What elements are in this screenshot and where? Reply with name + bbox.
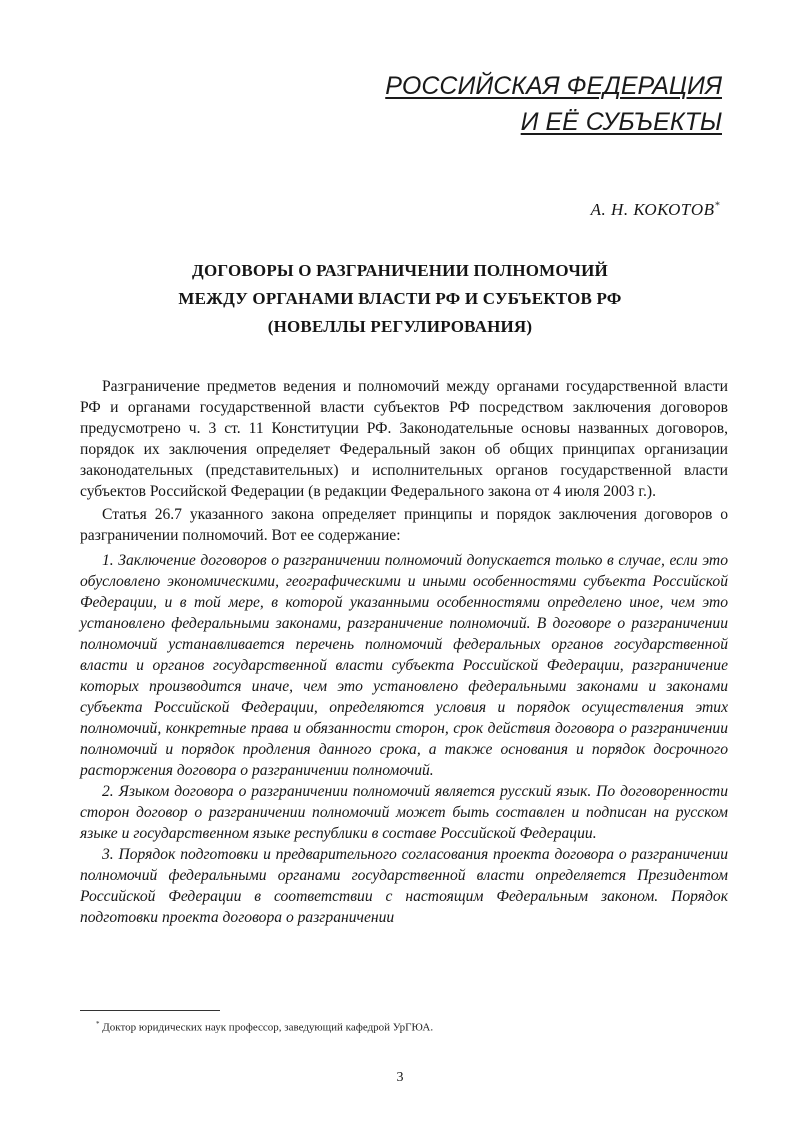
author-name-text: А. Н. КОКОТОВ bbox=[590, 200, 715, 219]
article-body bbox=[80, 376, 728, 928]
section-heading-line-1: РОССИЙСКАЯ ФЕДЕРАЦИЯ bbox=[385, 72, 722, 100]
author-name bbox=[591, 200, 720, 220]
footnote-divider bbox=[80, 1010, 220, 1011]
quote-item-2: 2. Языком договора о разграничении полномочий является русский язык. По договоренности сторон договор о разграничении полномочий может быть составлен и подписан на русском языке и государственном языке республики в составе Российской Федерации. bbox=[80, 783, 728, 842]
quote-item-1: 1. Заключение договоров о разграничении полномочий допускается только в случае, если это обусловлено экономическими, географическими и иными особенностями субъекта Российской Федерации, и в той мере, в которой указанными особенностями определено иное, чем это установлено федеральными законами, разграничение полномочий. В договоре о разграничении полномочий устанавливается перечень полномочий федеральных органов государственной власти и органов государственной власти субъекта Российской Федерации, разграничение которых производится иначе, чем это установлено федеральными законами и законами субъекта Российской Федерации, определяются условия и порядок осуществления этих полномочий, конкретные права и обязанности сторон, срок действия договора о разграничении полномочий и порядок продления данного срока, а также основания и порядок досрочного расторжения договора о разграничении полномочий. bbox=[80, 552, 728, 779]
article-title-line-2: МЕЖДУ ОРГАНАМИ ВЛАСТИ РФ И СУБЪЕКТОВ РФ bbox=[178, 289, 622, 308]
page-number: 3 bbox=[396, 1070, 404, 1085]
quote-item-3: 3. Порядок подготовки и предварительного согласования проекта договора о разграничении полномочий федеральными органами государственной власти определяется Президентом Российской Федерации в соответствии с настоящим Федеральным законом. Порядок подготовки проекта договора о разграничении bbox=[80, 846, 728, 926]
section-heading bbox=[385, 68, 722, 140]
paragraph-intro: Разграничение предметов ведения и полномочий между органами государственной власти РФ и органами государственной власти субъектов РФ посредством заключения договоров предусмотрено ч. 3 ст. 11 Конституции РФ. Законодательные основы названных договоров, порядок их заключения определяет Федеральный закон об общих принципах организации законодательных (представительных) и исполнительных органов государственной власти субъектов Российской Федерации (в редакции Федерального закона от 4 июля 2003 г.). bbox=[80, 378, 728, 500]
paragraph-lead: Статья 26.7 указанного закона определяет принципы и порядок заключения договоров о разграничении полномочий. Вот ее содержание: bbox=[80, 506, 728, 544]
section-heading-line-2: И ЕЁ СУБЪЕКТЫ bbox=[520, 108, 722, 136]
article-title-line-1: ДОГОВОРЫ О РАЗГРАНИЧЕНИИ ПОЛНОМОЧИЙ bbox=[192, 261, 608, 280]
article-title-line-3: (НОВЕЛЛЫ РЕГУЛИРОВАНИЯ) bbox=[267, 317, 533, 336]
author-footnote-mark: * bbox=[714, 200, 720, 212]
footnote-mark: * bbox=[96, 1020, 100, 1028]
article-title bbox=[100, 257, 700, 341]
footnote-text: Доктор юридических наук профессор, заведующий кафедрой УрГЮА. bbox=[102, 1021, 434, 1034]
footnote bbox=[96, 1020, 433, 1034]
